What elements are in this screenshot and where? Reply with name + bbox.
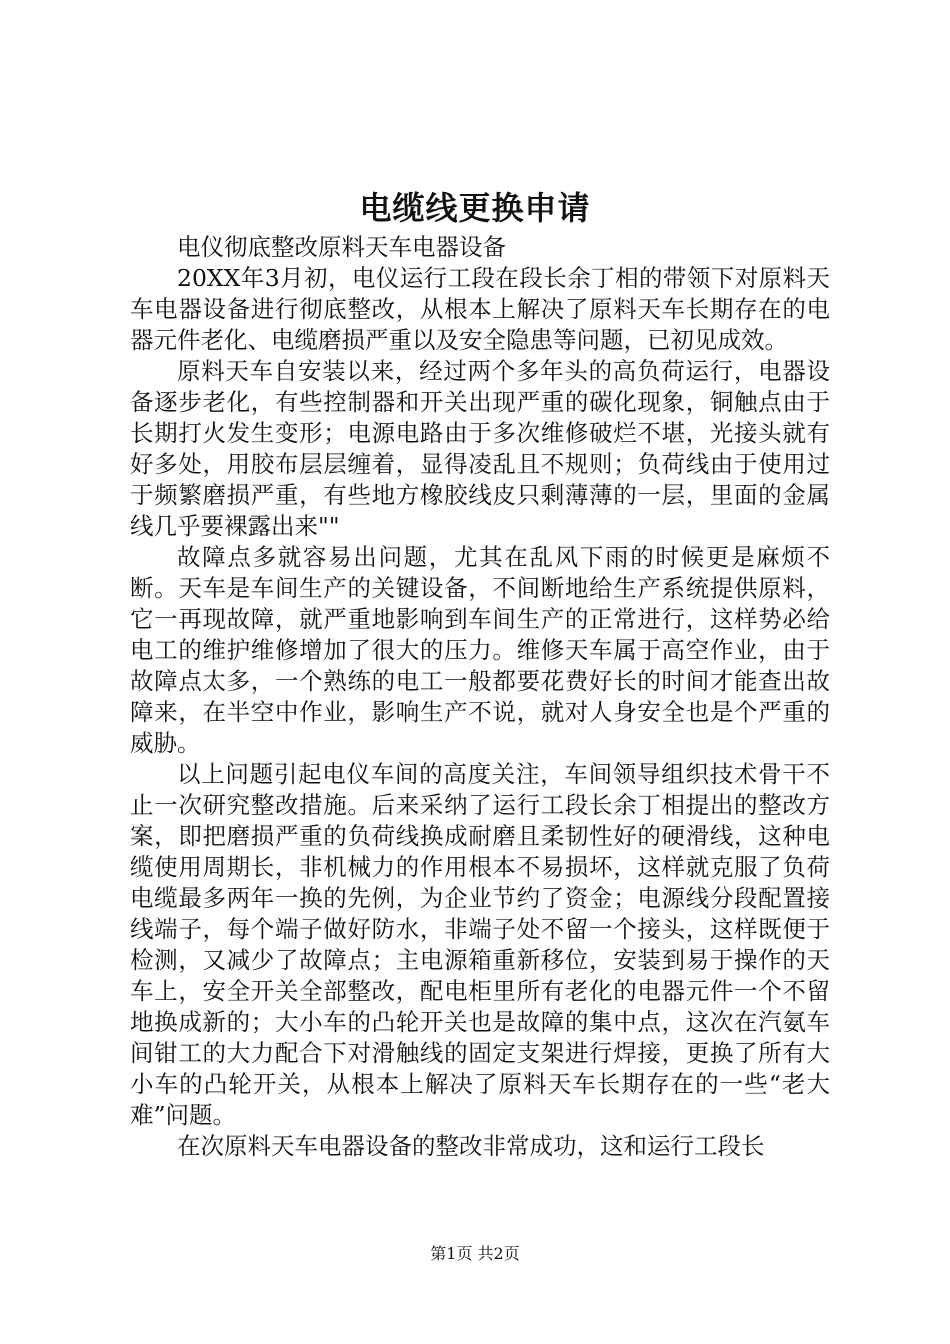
paragraph-conclusion: 在次原料天车电器设备的整改非常成功，这和运行工段长 <box>177 1132 765 1160</box>
page-number: 第1页 共2页 <box>430 1244 520 1263</box>
document-body <box>130 232 830 1162</box>
paragraph-solution: 以上问题引起电仪车间的高度关注，车间领导组织技术骨干不止一次研究整改措施。后来采纳了运行工段长余丁相提出的整改方案，即把磨损严重的负荷线换成耐磨且柔韧性好的硬滑线，这种电缆使用周期长，非机械力的作用根本不易损坏，这样就克服了负荷电缆最多两年一换的先例，为企业节约了资金；电源线分段配置接线端子，每个端子做好防水，非端子处不留一个接头，这样既便于检测，又减少了故障点；主电源箱重新移位，安装到易于操作的天车上，安全开关全部整改，配电柜里所有老化的电器元件一个不留地换成新的；大小车的凸轮开关也是故障的集中点，这次在汽氨车间钳工的大力配合下对滑触线的固定支架进行焊接，更换了所有大小车的凸轮开关，从根本上解决了原料天车长期存在的一些“老大难”问题。 <box>130 760 830 1129</box>
paragraph-subtitle: 电仪彻底整改原料天车电器设备 <box>177 233 506 261</box>
paragraph-intro: 20XX年3月初，电仪运行工段在段长余丁相的带领下对原料天车电器设备进行彻底整改，从根本上解决了原料天车长期存在的电器元件老化、电缆磨损严重以及安全隐患等问题，已初见成效。 <box>130 264 830 354</box>
paragraph-background: 原料天车自安装以来，经过两个多年头的高负荷运行，电器设备逐步老化，有些控制器和开关出现严重的碳化现象，铜触点由于长期打火发生变形；电源电路由于多次维修破烂不堪，光接头就有好多处，用胶布层层缠着，显得凌乱且不规则；负荷线由于使用过于频繁磨损严重，有些地方橡胶线皮只剩薄薄的一层，里面的金属线几乎要裸露出来"" <box>130 357 830 540</box>
paragraph-problems: 故障点多就容易出问题，尤其在乱风下雨的时候更是麻烦不断。天车是车间生产的关键设备，不间断地给生产系统提供原料，它一再现故障，就严重地影响到车间生产的正常进行，这样势必给电工的维护维修增加了很大的压力。维修天车属于高空作业，由于故障点太多，一个熟练的电工一般都要花费好长的时间才能查出故障来，在半空中作业，影响生产不说，就对人身安全也是个严重的威胁。 <box>130 543 830 757</box>
document-title: 电缆线更换申请 <box>359 189 591 227</box>
